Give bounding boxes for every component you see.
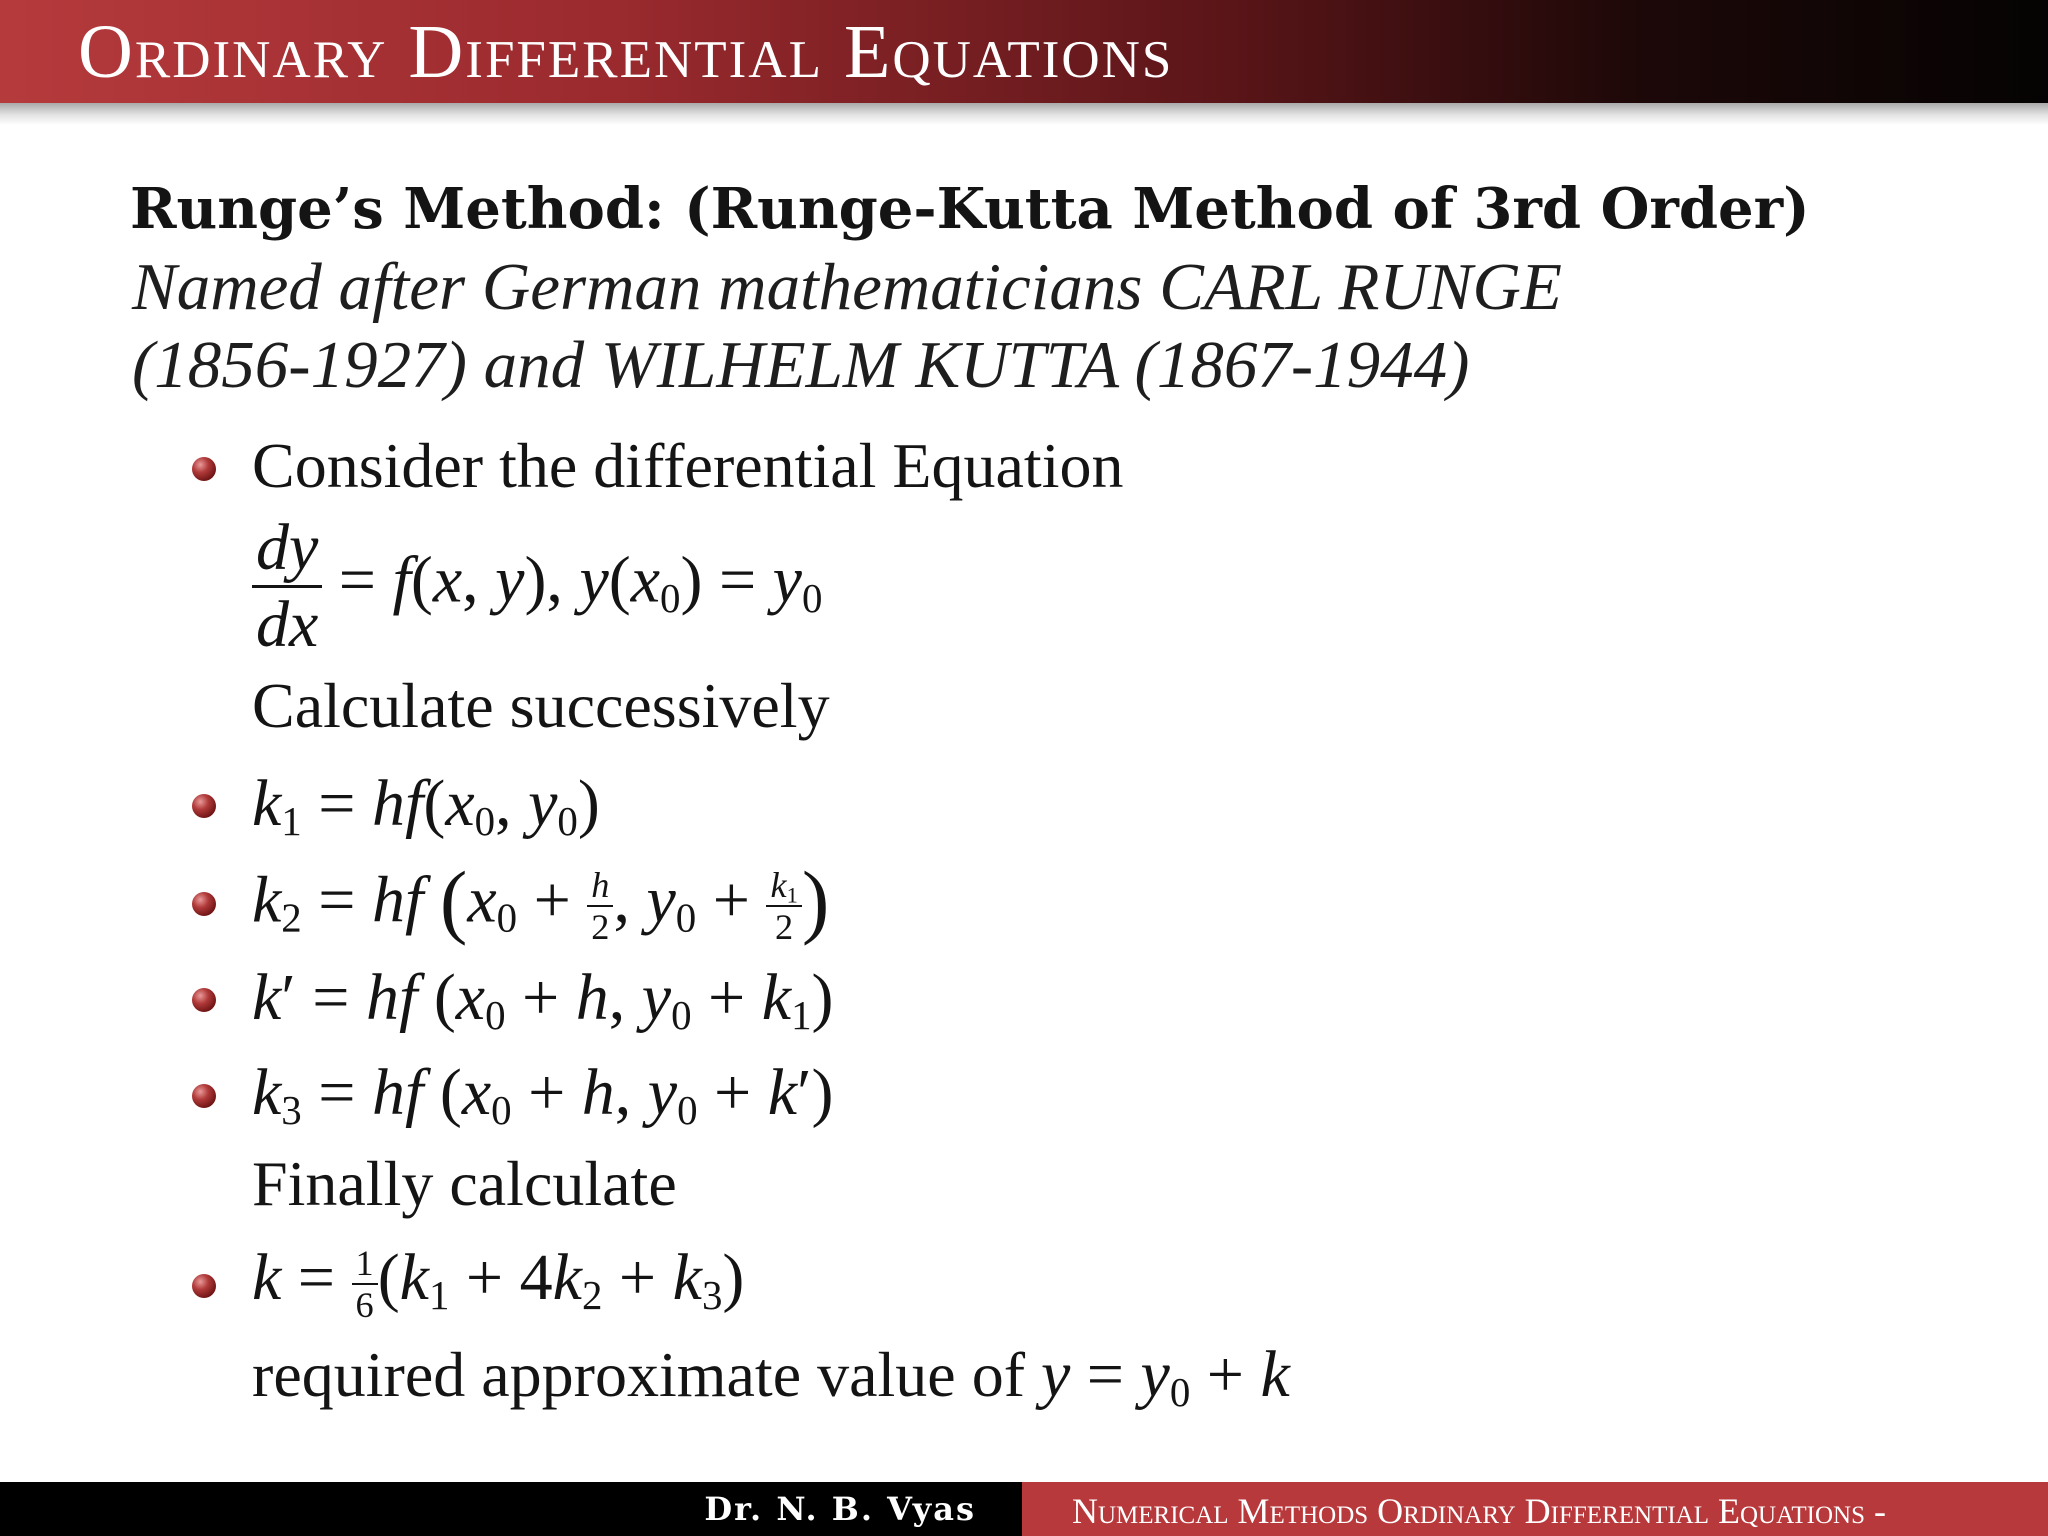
one-sixth-fraction: $\frac{1}{6}$ — [352, 1245, 378, 1324]
bullet-icon — [192, 457, 216, 481]
title-bar — [0, 0, 2048, 103]
footer-author-bar — [0, 1482, 1022, 1536]
footer-course-bar — [1022, 1482, 2048, 1536]
slide-heading: Runge’s Method: (Runge-Kutta Method of 3rd Order) — [130, 176, 1810, 242]
h-over-2-fraction: $\frac{h}{2}$ — [587, 867, 613, 946]
ode-formula: $\frac{dy}{dx}$ = f(x, y), $y(x_0) = y_0$ — [252, 515, 822, 658]
bullet-icon — [192, 988, 216, 1012]
k-prime-formula: k′ = hf ($x_0 + h$, $y_0 + k_1$) — [252, 961, 834, 1039]
dy-dx-fraction: $\frac{dy}{dx}$ — [252, 515, 322, 658]
slide-intro — [132, 248, 1932, 404]
k2-formula: $k_2$ = hf ($x_0$ + $\frac{h}{2}$ , $y_0$ + $\frac{k_1}{2}$ ) — [252, 854, 830, 948]
footer-author: Dr. N. B. Vyas — [704, 1490, 976, 1528]
k1-over-2-fraction: $\frac{k_1}{2}$ — [766, 867, 801, 946]
bullet-icon — [192, 892, 216, 916]
bullet-icon — [192, 1084, 216, 1108]
approx-value-formula: $y = y_0 + k$ — [1041, 1338, 1290, 1416]
k3-formula: $k_3$ = hf ($x_0 + h$, $y_0 + k'$) — [252, 1056, 834, 1134]
bullet-icon — [192, 794, 216, 818]
k-formula: k = $\frac{1}{6}$ $(k_1 + 4k_2 + k_3)$ — [252, 1241, 745, 1325]
page-title: Ordinary Differential Equations — [78, 10, 1174, 94]
finally-text: Finally calculate — [252, 1148, 677, 1219]
footer-course: Numerical Methods Ordinary Differential Equations - — [1072, 1491, 1886, 1531]
intro-line-1: Named after German mathematicians CARL RUNGE — [132, 250, 1562, 324]
consider-text: Consider the differential Equation — [252, 430, 1124, 501]
bullet-icon — [192, 1274, 216, 1298]
k1-formula: $k_1 = hf(x_0$, $y_0$) — [252, 767, 600, 845]
calculate-text: Calculate successively — [252, 670, 830, 741]
intro-line-2: (1856-1927) and WILHELM KUTTA (1867-1944) — [132, 328, 1470, 402]
required-text: required approximate value of — [252, 1339, 1025, 1410]
title-bar-shadow — [0, 103, 2048, 125]
required-line — [252, 1337, 1290, 1416]
